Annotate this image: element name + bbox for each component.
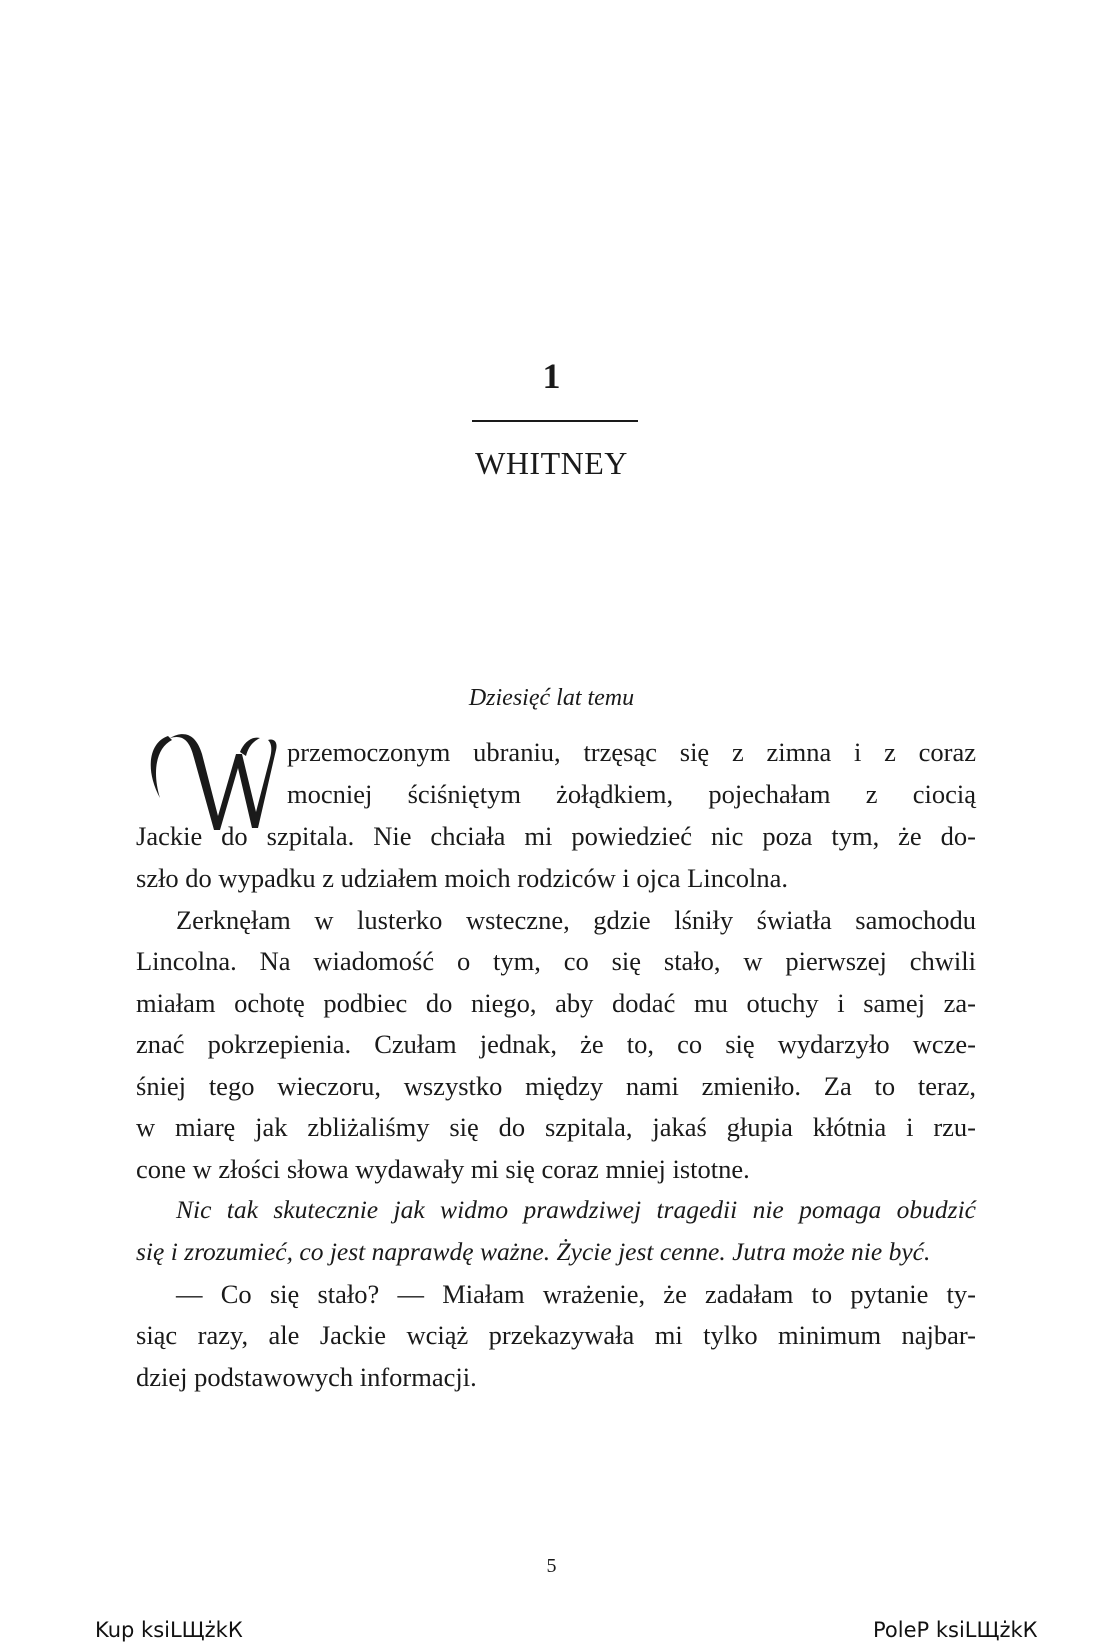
paragraph-line: miałam ochotę podbiec do niego, aby dodać mu otuchy i samej za- [136, 988, 976, 1018]
paragraph-line: Zerknęłam w lusterko wsteczne, gdzie lśniły światła samochodu [176, 905, 976, 935]
recommend-book-link[interactable]: PoleР ksiLЩżkК [873, 1618, 1038, 1642]
paragraph-line: mocniej ściśniętym żołądkiem, pojechałam z ciocią [287, 779, 976, 809]
paragraph-line: znać pokrzepienia. Czułam jednak, że to, co się wydarzyło wcze- [136, 1029, 976, 1059]
paragraph-line: śniej tego wieczoru, wszystko między nami zmieniło. Za to teraz, [136, 1071, 976, 1101]
buy-book-link[interactable]: Kup ksiLЩżkК [95, 1618, 243, 1642]
chapter-rule [472, 420, 638, 422]
page-number: 5 [546, 1555, 557, 1577]
epigraph: Dziesięć lat temu [468, 685, 635, 711]
paragraph-line: siąc razy, ale Jackie wciąż przekazywała mi tylko minimum najbar- [136, 1320, 976, 1350]
paragraph-line: przemoczonym ubraniu, trzęsąc się z zimna i z coraz [287, 737, 976, 767]
chapter-title: WHITNEY [475, 445, 628, 481]
paragraph-line: w miarę jak zbliżaliśmy się do szpitala, jakaś głupia kłótnia i rzu- [136, 1112, 976, 1142]
paragraph-line: cone w złości słowa wydawały mi się coraz mniej istotne. [136, 1154, 750, 1184]
paragraph-line: Lincolna. Na wiadomość o tym, co się stało, w pierwszej chwili [136, 946, 976, 976]
italic-line: się i zrozumieć, co jest naprawdę ważne. Życie jest cenne. Jutra może nie być. [136, 1237, 931, 1266]
paragraph-line: dziej podstawowych informacji. [136, 1362, 477, 1392]
paragraph-line: Jackie do szpitala. Nie chciała mi powiedzieć nic poza tym, że do- [136, 821, 976, 851]
paragraph-line: — Co się stało? — Miałam wrażenie, że zadałam to pytanie ty- [176, 1279, 976, 1309]
chapter-number: 1 [542, 356, 561, 396]
paragraph-line: szło do wypadku z udziałem moich rodziców i ojca Lincolna. [136, 863, 788, 893]
italic-line: Nic tak skutecznie jak widmo prawdziwej tragedii nie pomaga obudzić [176, 1195, 976, 1224]
